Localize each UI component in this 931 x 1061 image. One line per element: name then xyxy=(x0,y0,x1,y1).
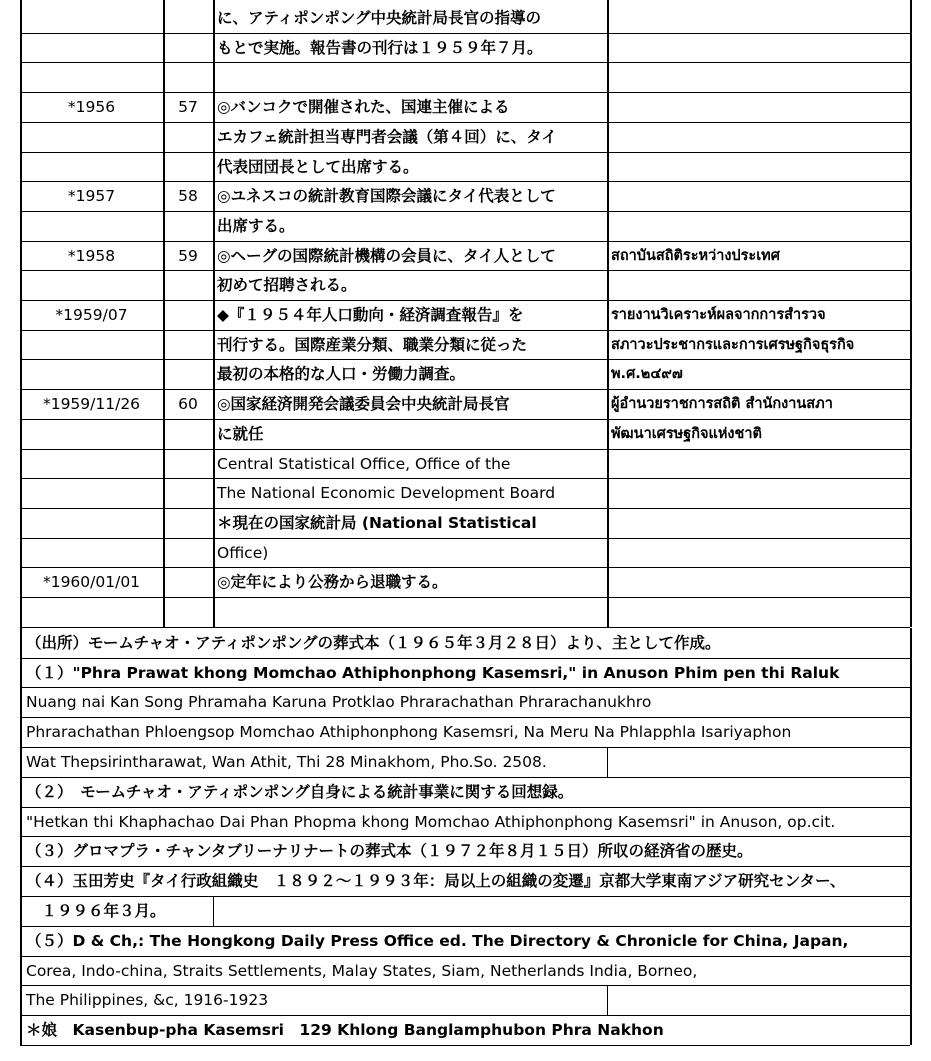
notes-partial-divider xyxy=(607,985,608,1015)
row-age: 57 xyxy=(178,98,198,117)
notes-line-rule xyxy=(20,985,910,986)
row-year: *1957 xyxy=(67,187,116,206)
notes-line: "Hetkan thi Khaphachao Dai Phan Phopma khong Momchao Athiphonphong Kasemsri" in Anuson, op.cit. xyxy=(26,812,836,831)
notes-line: （１）"Phra Prawat khong Momchao Athiphonphong Kasemsri," in Anuson Phim pen thi Raluk xyxy=(26,663,840,682)
row-event: ◎バンコクで開催された、国連主催による xyxy=(217,98,510,117)
row-rule xyxy=(20,359,910,360)
row-rule xyxy=(20,449,910,450)
notes-line-rule xyxy=(20,1015,910,1016)
row-rule xyxy=(20,62,910,63)
notes-line-rule xyxy=(20,956,910,957)
row-year: *1960/01/01 xyxy=(42,573,141,592)
row-rule xyxy=(20,330,910,331)
row-year: *1959/07 xyxy=(55,306,128,324)
row-note: ผู้อำนวยราชการสถิติ สำนักงานสภา xyxy=(611,396,833,413)
row-note: สภาวะประชากรและการเศรษฐกิจธุรกิจ xyxy=(611,336,855,353)
row-event: ◎ヘーグの国際統計機構の会員に、タイ人として xyxy=(217,246,556,265)
notes-line: （出所）モームチャオ・アティポンポングの葬式本（１９６５年３月２８日）より、主として作成。 xyxy=(26,633,721,652)
row-event: 代表団団長として出席する。 xyxy=(217,157,419,176)
notes-line: （３）グロマプラ・チャンタブリーナリナートの葬式本（１９７２年８月１５日）所収の経済省の歴史。 xyxy=(26,842,753,861)
row-age: 59 xyxy=(178,246,198,265)
row-event: ◆『１９５４年人口動向・経済調査報告』を xyxy=(217,306,524,324)
notes-line: The Philippines, &c, 1916-1923 xyxy=(26,991,269,1010)
notes-line: ＊娘 Kasenbup-pha Kasemsri 129 Khlong Banglamphubon Phra Nakhon xyxy=(26,1021,664,1040)
notes-partial-divider xyxy=(607,747,608,777)
row-event: 刊行する。国際産業分類、職業分類に従った xyxy=(217,335,528,354)
row-rule xyxy=(20,567,910,568)
row-age: 60 xyxy=(178,395,198,414)
row-age: 58 xyxy=(178,187,198,206)
row-event: ◎定年により公務から退職する。 xyxy=(217,573,448,592)
notes-line: Corea, Indo-china, Straits Settlements, Malay States, Siam, Netherlands India, Borneo, xyxy=(26,961,698,980)
notes-line-rule xyxy=(20,747,910,748)
notes-line: （５）D & Ch,: The Hongkong Daily Press Office ed. The Directory & Chronicle for China, Japan, xyxy=(26,931,849,950)
row-year: *1956 xyxy=(67,98,116,117)
row-event: に就任 xyxy=(217,424,264,443)
notes-line-rule xyxy=(20,836,910,837)
row-event: 初めて招聘される。 xyxy=(217,276,357,295)
row-rule xyxy=(20,152,910,153)
row-rule xyxy=(20,419,910,420)
row-event: 出席する。 xyxy=(217,216,295,235)
notes-line-rule xyxy=(20,658,910,659)
column-rule-event xyxy=(607,0,609,627)
row-year: *1959/11/26 xyxy=(42,395,141,414)
notes-partial-divider xyxy=(213,896,214,926)
notes-rule-right xyxy=(910,628,912,1045)
row-note: พัฒนาเศรษฐกิจแห่งชาติ xyxy=(611,425,762,442)
notes-line: Wat Thepsirintharawat, Wan Athit, Thi 28 Minakhom, Pho.So. 2508. xyxy=(26,752,547,771)
row-event: The National Economic Development Board xyxy=(217,484,556,503)
row-event: もとで実施。報告書の刊行は１９５９年７月。 xyxy=(217,38,543,57)
column-rule-right xyxy=(910,0,912,627)
row-rule xyxy=(20,538,910,539)
column-rule-age xyxy=(213,0,215,627)
row-event: に、アティポンポング中央統計局長官の指導の xyxy=(217,9,541,27)
row-year: *1958 xyxy=(67,246,116,265)
row-note: สถาบันสถิติระหว่างประเทศ xyxy=(611,247,780,264)
notes-line: Phrarachathan Phloengsop Momchao Athiphonphong Kasemsri, Na Meru Na Phlapphla Isariyaphon xyxy=(26,723,792,742)
row-rule xyxy=(20,211,910,212)
row-rule xyxy=(20,478,910,479)
row-event: ＊現在の国家統計局 (National Statistical xyxy=(217,513,537,532)
notes-line-rule xyxy=(20,926,910,927)
notes-line-rule xyxy=(20,866,910,867)
notes-line: １９９６年３月。 xyxy=(26,901,166,920)
notes-line-rule xyxy=(20,687,910,688)
row-event: ◎ユネスコの統計教育国際会議にタイ代表として xyxy=(217,187,556,206)
row-rule xyxy=(20,92,910,93)
notes-line-rule xyxy=(20,807,910,808)
notes-line-rule xyxy=(20,1045,910,1046)
row-rule xyxy=(20,33,910,34)
row-rule xyxy=(20,270,910,271)
row-rule xyxy=(20,389,910,390)
row-rule xyxy=(20,181,910,182)
row-rule xyxy=(20,597,910,598)
row-rule xyxy=(20,508,910,509)
row-event: Office) xyxy=(217,543,269,562)
row-rule xyxy=(20,241,910,242)
row-note: รายงานวิเคราะห์ผลจากการสำรวจ xyxy=(611,307,826,323)
row-rule xyxy=(20,627,910,628)
notes-line-rule xyxy=(20,717,910,718)
notes-line: （２） モームチャオ・アティポンポング自身による統計事業に関する回想録。 xyxy=(26,782,574,801)
row-note: พ.ศ.๒๔๙๗ xyxy=(611,366,683,383)
notes-line: （４）玉田芳史『タイ行政組織史 １８９２～１９９３年：局以上の組織の変遷』京都大学東南アジア研究センター、 xyxy=(26,872,846,891)
row-rule xyxy=(20,300,910,301)
notes-line: Nuang nai Kan Song Phramaha Karuna Protklao Phrarachathan Phrarachanukhro xyxy=(26,693,652,712)
row-event: Central Statistical Office, Office of the xyxy=(217,454,511,473)
notes-line-rule xyxy=(20,777,910,778)
notes-line-rule xyxy=(20,896,910,897)
row-event: エカフェ統計担当専門者会議（第４回）に、タイ xyxy=(217,127,557,146)
row-rule xyxy=(20,122,910,123)
row-event: ◎国家経済開発会議委員会中央統計局長官 xyxy=(217,395,510,414)
row-event: 最初の本格的な人口・労働力調査。 xyxy=(217,365,466,384)
column-rule-year xyxy=(163,0,165,627)
